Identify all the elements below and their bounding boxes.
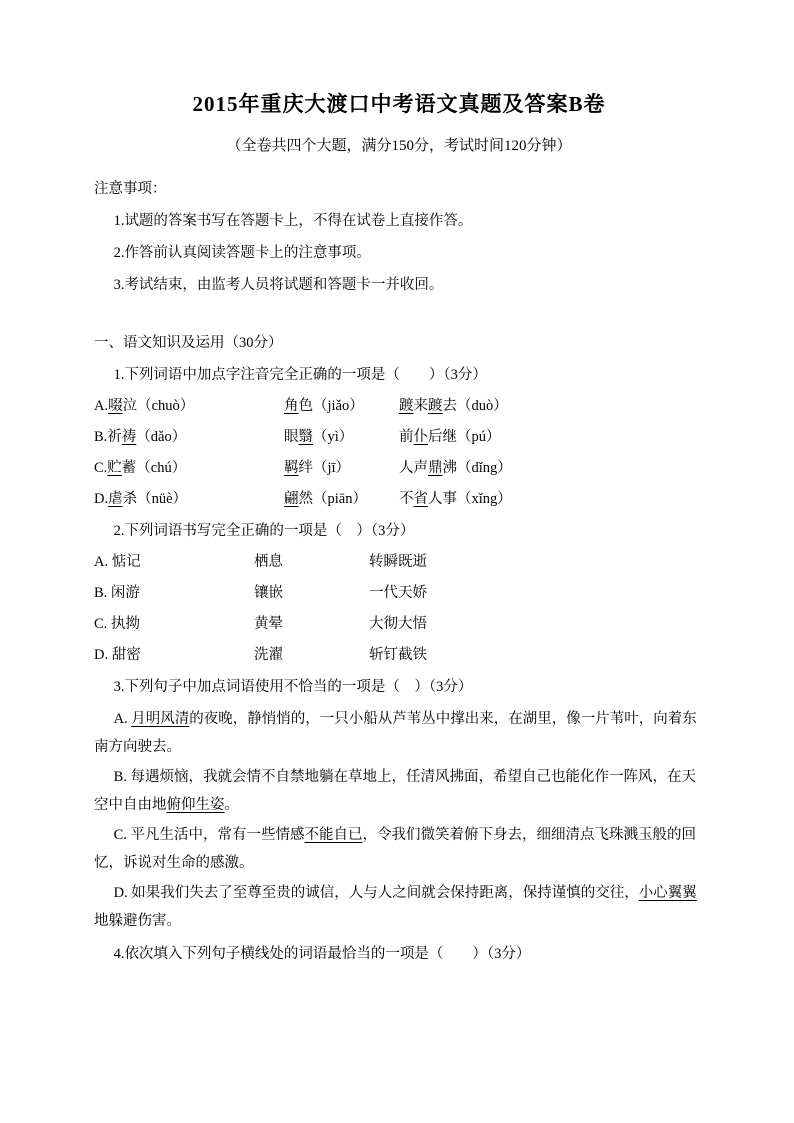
option-paragraph (94, 880, 704, 935)
option-cell (254, 547, 369, 578)
option-cell (94, 422, 284, 453)
emphasized-word: 小心翼翼 (638, 885, 697, 901)
option-paragraph (94, 706, 704, 761)
text-segment: D. 甜密 (94, 647, 141, 663)
option-cell (94, 609, 254, 640)
emphasized-word: 踱 (428, 398, 443, 414)
text-segment: 大彻大悟 (369, 616, 427, 632)
question-4-stem: 4.依次填入下列句子横线处的词语最恰当的一项是（ ）（3分） (113, 946, 531, 962)
text-segment: A. (94, 398, 109, 414)
option-cell (399, 391, 704, 422)
option-paragraph (94, 822, 704, 877)
text-segment: 的夜晚，静悄悄的，一只小船从芦苇丛中撑出来，在湖里，像一片苇叶，向着东南方向驶去。 (94, 711, 697, 755)
note-item: 2.作答前认真阅读答题卡上的注意事项。 (113, 245, 371, 261)
text-segment: 黄晕 (254, 616, 283, 632)
option-cell (94, 453, 284, 484)
text-segment: B. 每遇烦恼，我就会情不自禁地躺在草地上，任清风拂面，希望自己也能化作一阵风，在天空中自由地 (94, 769, 696, 813)
option-row (94, 484, 704, 515)
option-cell (284, 391, 399, 422)
text-segment: B.祈 (94, 429, 122, 445)
text-segment: ，令我们微笑着俯下身去，细细清点飞珠溅玉般的回忆，诉说对生命的感激。 (94, 827, 696, 871)
option-cell (94, 547, 254, 578)
text-segment: 栖息 (254, 554, 283, 570)
question-2-options (94, 547, 704, 671)
text-segment: （yì） (313, 429, 354, 445)
option-cell (399, 484, 704, 515)
emphasized-word: 啜 (108, 398, 123, 414)
text-segment: 杀（nüè） (122, 491, 188, 507)
option-row (94, 422, 704, 453)
option-row (94, 640, 704, 671)
option-cell (369, 578, 704, 609)
exam-subtitle: （全卷共四个大题，满分150分，考试时间120分钟） (226, 138, 572, 154)
emphasized-word: 仆 (413, 429, 428, 445)
option-cell (369, 609, 704, 640)
text-segment: 然（piān） (298, 491, 367, 507)
text-segment: C. 平凡生活中，常有一些情感 (113, 827, 305, 843)
option-row (94, 453, 704, 484)
text-segment: A. (113, 711, 132, 727)
text-segment: 一代天娇 (369, 585, 427, 601)
emphasized-word: 祷 (121, 429, 137, 445)
text-segment: C. 执拗 (94, 616, 140, 632)
text-segment: 色（jiǎo） (298, 398, 364, 414)
option-cell (369, 547, 704, 578)
text-segment: 来 (413, 398, 428, 414)
text-segment: 蓄（chú） (121, 460, 187, 476)
text-segment: 镶嵌 (254, 585, 283, 601)
emphasized-word: 翳 (298, 429, 313, 445)
text-segment: 人事（xǐng） (428, 491, 512, 507)
emphasized-word: 月明风清 (131, 711, 190, 727)
option-cell (284, 453, 399, 484)
note-item: 1.试题的答案书写在答题卡上，不得在试卷上直接作答。 (113, 213, 473, 229)
text-segment: 。 (224, 796, 239, 813)
text-segment: 洗濯 (254, 647, 283, 663)
option-cell (254, 609, 369, 640)
text-segment: D. (94, 491, 109, 507)
emphasized-word: 羁 (284, 460, 299, 476)
text-segment: 前 (399, 429, 414, 445)
option-cell (94, 640, 254, 671)
emphasized-word: 虐 (108, 491, 123, 507)
question-2-stem: 2.下列词语书写完全正确的一项是（ ）（3分） (113, 523, 415, 539)
notes-heading: 注意事项： (94, 181, 167, 197)
text-segment: 人声 (399, 460, 428, 476)
option-row (94, 609, 704, 640)
text-segment: 斩钉截铁 (369, 647, 427, 663)
text-segment: 眼 (284, 429, 299, 445)
option-cell (284, 422, 399, 453)
notes-list (94, 205, 704, 301)
option-cell (94, 578, 254, 609)
emphasized-word: 角 (284, 398, 299, 414)
option-paragraph (94, 764, 704, 819)
emphasized-word: 鼎 (428, 460, 443, 476)
text-segment: 转瞬既逝 (369, 554, 427, 570)
question-1-stem: 1.下列词语中加点字注音完全正确的一项是（ ）（3分） (113, 367, 487, 383)
text-segment: C. (94, 460, 108, 476)
option-cell (254, 578, 369, 609)
emphasized-word: 贮 (107, 460, 122, 476)
option-row (94, 578, 704, 609)
option-cell (94, 484, 284, 515)
text-segment: D. 如果我们失去了至尊至贵的诚信，人与人之间就会保持距离，保持谨慎的交往， (113, 885, 639, 901)
text-segment: 沸（dǐng） (442, 460, 512, 476)
question-1-options (94, 391, 704, 515)
emphasized-word: 踱 (399, 398, 414, 414)
section-heading: 一、语文知识及运用（30分） (94, 335, 283, 351)
text-segment: 不 (399, 491, 414, 507)
option-cell (369, 640, 704, 671)
text-segment: A. 惦记 (94, 554, 141, 570)
text-segment: B. 闲游 (94, 585, 140, 601)
exam-title: 2015年重庆大渡口中考语文真题及答案B卷 (192, 92, 606, 116)
option-row (94, 391, 704, 422)
option-cell (254, 640, 369, 671)
question-3-options (94, 706, 704, 935)
option-cell (399, 453, 704, 484)
note-item: 3.考试结束，由监考人员将试题和答题卡一并收回。 (113, 277, 444, 293)
emphasized-word: 俯仰生姿 (166, 796, 225, 813)
text-segment: 绊（jī） (298, 460, 351, 476)
text-segment: 泣（chuò） (122, 398, 195, 414)
text-segment: 地躲避伤害。 (94, 912, 181, 929)
text-segment: 去（duò） (442, 398, 508, 414)
option-row (94, 547, 704, 578)
emphasized-word: 省 (413, 491, 428, 507)
option-cell (94, 391, 284, 422)
emphasized-word: 翩 (284, 491, 299, 507)
emphasized-word: 不能自已 (304, 827, 363, 843)
option-cell (284, 484, 399, 515)
text-segment: 后继（pú） (428, 429, 501, 445)
question-3-stem: 3.下列句子中加点词语使用不恰当的一项是（ ）（3分） (113, 679, 473, 695)
text-segment: （dǎo） (136, 429, 187, 445)
option-cell (399, 422, 704, 453)
